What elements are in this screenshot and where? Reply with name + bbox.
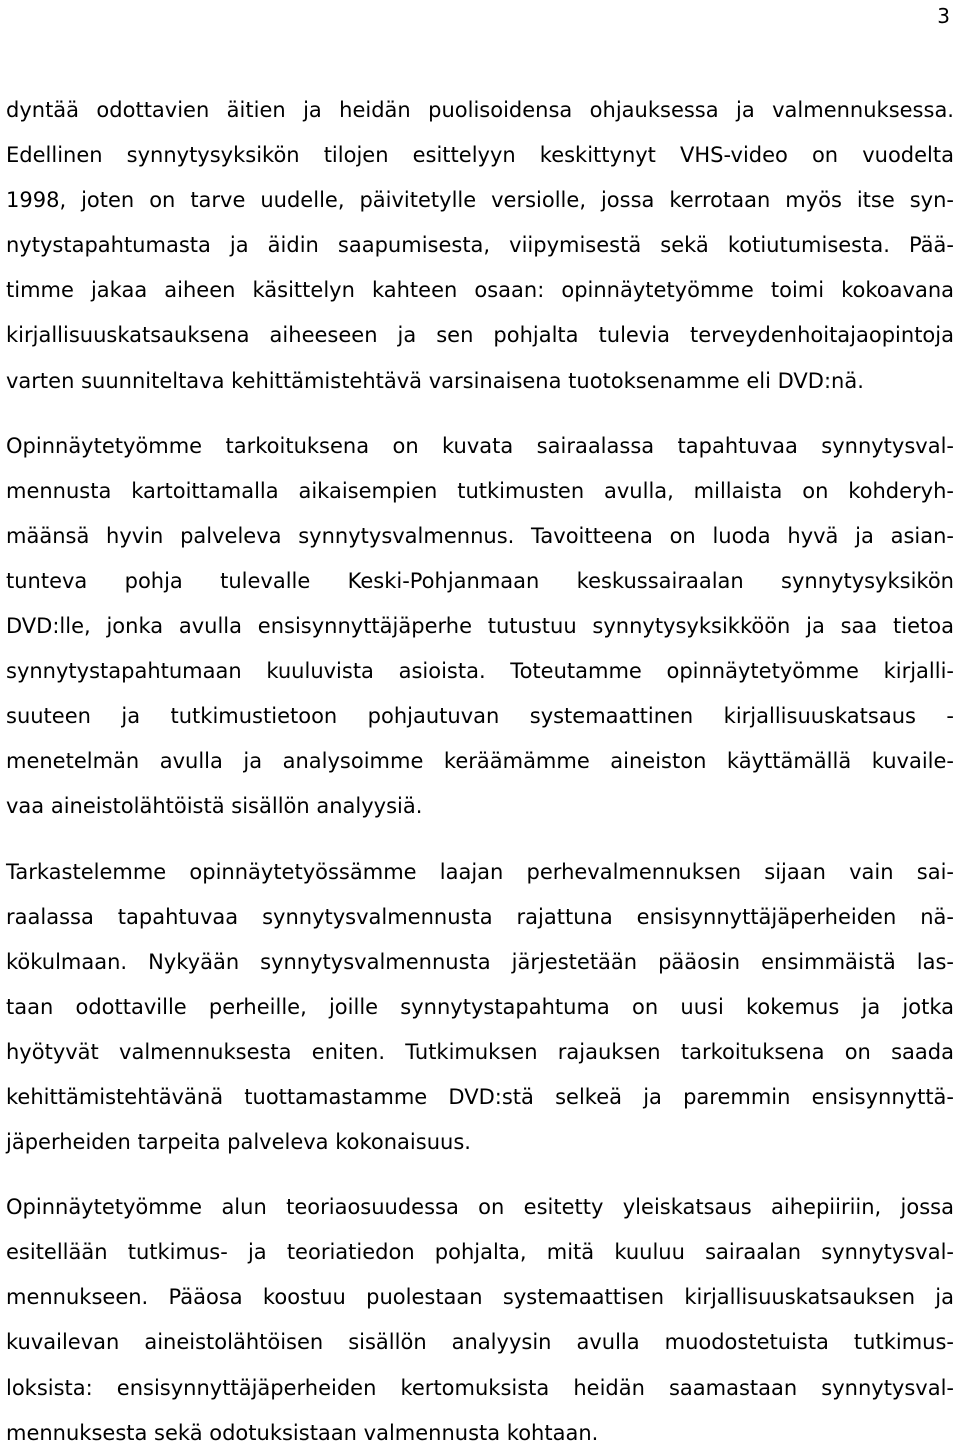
text-line: timme jakaa aiheen käsittelyn kahteen osaan: opinnäytetyömme toimi kokoavana [6,278,954,303]
text-line: 1998, joten on tarve uudelle, päivitetylle versiolle, jossa kerrotaan myös itse syn- [6,188,954,213]
text-line: määnsä hyvin palveleva synnytysvalmennus. Tavoitteena on luoda hyvä ja asian- [6,523,954,548]
text-line: jäperheiden tarpeita palveleva kokonaisuus. [6,1130,471,1155]
body-text [6,88,954,1456]
text-line: esitellään tutkimus- ja teoriatiedon pohjalta, mitä kuuluu sairaalan synnytysval- [6,1240,954,1265]
text-line: dyntää odottavien äitien ja heidän puolisoidensa ohjauksessa ja valmennuksessa. [6,98,954,122]
text-line: menetelmän avulla ja analysoimme keräämämme aineiston käyttämällä kuvaile- [6,749,954,774]
text-line: hyötyvät valmennuksesta eniten. Tutkimuksen rajauksen tarkoituksena on saada [6,1039,954,1064]
text-line: taan odottaville perheille, joille synnytystapahtuma on uusi kokemus ja jotka [6,994,954,1019]
text-line: Opinnäytetyömme tarkoituksena on kuvata sairaalassa tapahtuvaa synnytysval- [6,433,954,458]
paragraph-1 [6,88,954,404]
text-line: kuvailevan aineistolähtöisen sisällön analyysin avulla muodostetuista tutkimus- [6,1330,954,1355]
text-line: Tarkastelemme opinnäytetyössämme laajan perhevalmennuksen sijaan vain sai- [6,859,954,884]
text-line: synnytystapahtumaan kuuluvista asioista. Toteutamme opinnäytetyömme kirjalli- [6,659,954,684]
text-line: kehittämistehtävänä tuottamastamme DVD:stä selkeä ja paremmin ensisynnyttä- [6,1084,954,1109]
text-line: kökulmaan. Nykyään synnytysvalmennusta järjestetään pääosin ensimmäistä las- [6,949,954,974]
text-line: nytystapahtumasta ja äidin saapumisesta, viipymisestä sekä kotiutumisesta. Pää- [6,233,954,258]
text-line: Opinnäytetyömme alun teoriaosuudessa on esitetty yleiskatsaus aihepiiriin, jossa [6,1195,954,1220]
text-line: raalassa tapahtuvaa synnytysvalmennusta rajattuna ensisynnyttäjäperheiden nä- [6,904,954,929]
paragraph-4 [6,1185,954,1456]
paragraph-3 [6,850,954,1166]
paragraph-2 [6,424,954,830]
text-line: Edellinen synnytysyksikön tilojen esittelyyn keskittynyt VHS-video on vuodelta [6,143,954,168]
paragraph-spacer [6,830,954,850]
text-line: mennusta kartoittamalla aikaisempien tutkimusten avulla, millaista on kohderyh- [6,478,954,503]
text-line: kirjallisuuskatsauksena aiheeseen ja sen pohjalta tulevia terveydenhoitajaopintoja [6,323,954,348]
page-number: 3 [937,4,950,28]
text-line: loksista: ensisynnyttäjäperheiden kertomuksista heidän saamastaan synnytysval- [6,1375,954,1400]
text-line: vaa aineistolähtöistä sisällön analyysiä. [6,794,423,819]
paragraph-spacer [6,1165,954,1185]
text-line: mennukseen. Pääosa koostuu puolestaan systemaattisen kirjallisuuskatsauksen ja [6,1285,954,1310]
text-line: DVD:lle, jonka avulla ensisynnyttäjäperhe tutustuu synnytysyksikköön ja saa tietoa [6,614,954,639]
text-line: mennuksesta sekä odotuksistaan valmennusta kohtaan. [6,1420,599,1445]
text-line: tunteva pohja tulevalle Keski-Pohjanmaan keskussairaalan synnytysyksikön [6,568,954,593]
paragraph-spacer [6,404,954,424]
text-line: varten suunniteltava kehittämistehtävä varsinaisena tuotoksenamme eli DVD:nä. [6,368,864,393]
text-line: suuteen ja tutkimustietoon pohjautuvan systemaattinen kirjallisuuskatsaus - [6,704,954,729]
